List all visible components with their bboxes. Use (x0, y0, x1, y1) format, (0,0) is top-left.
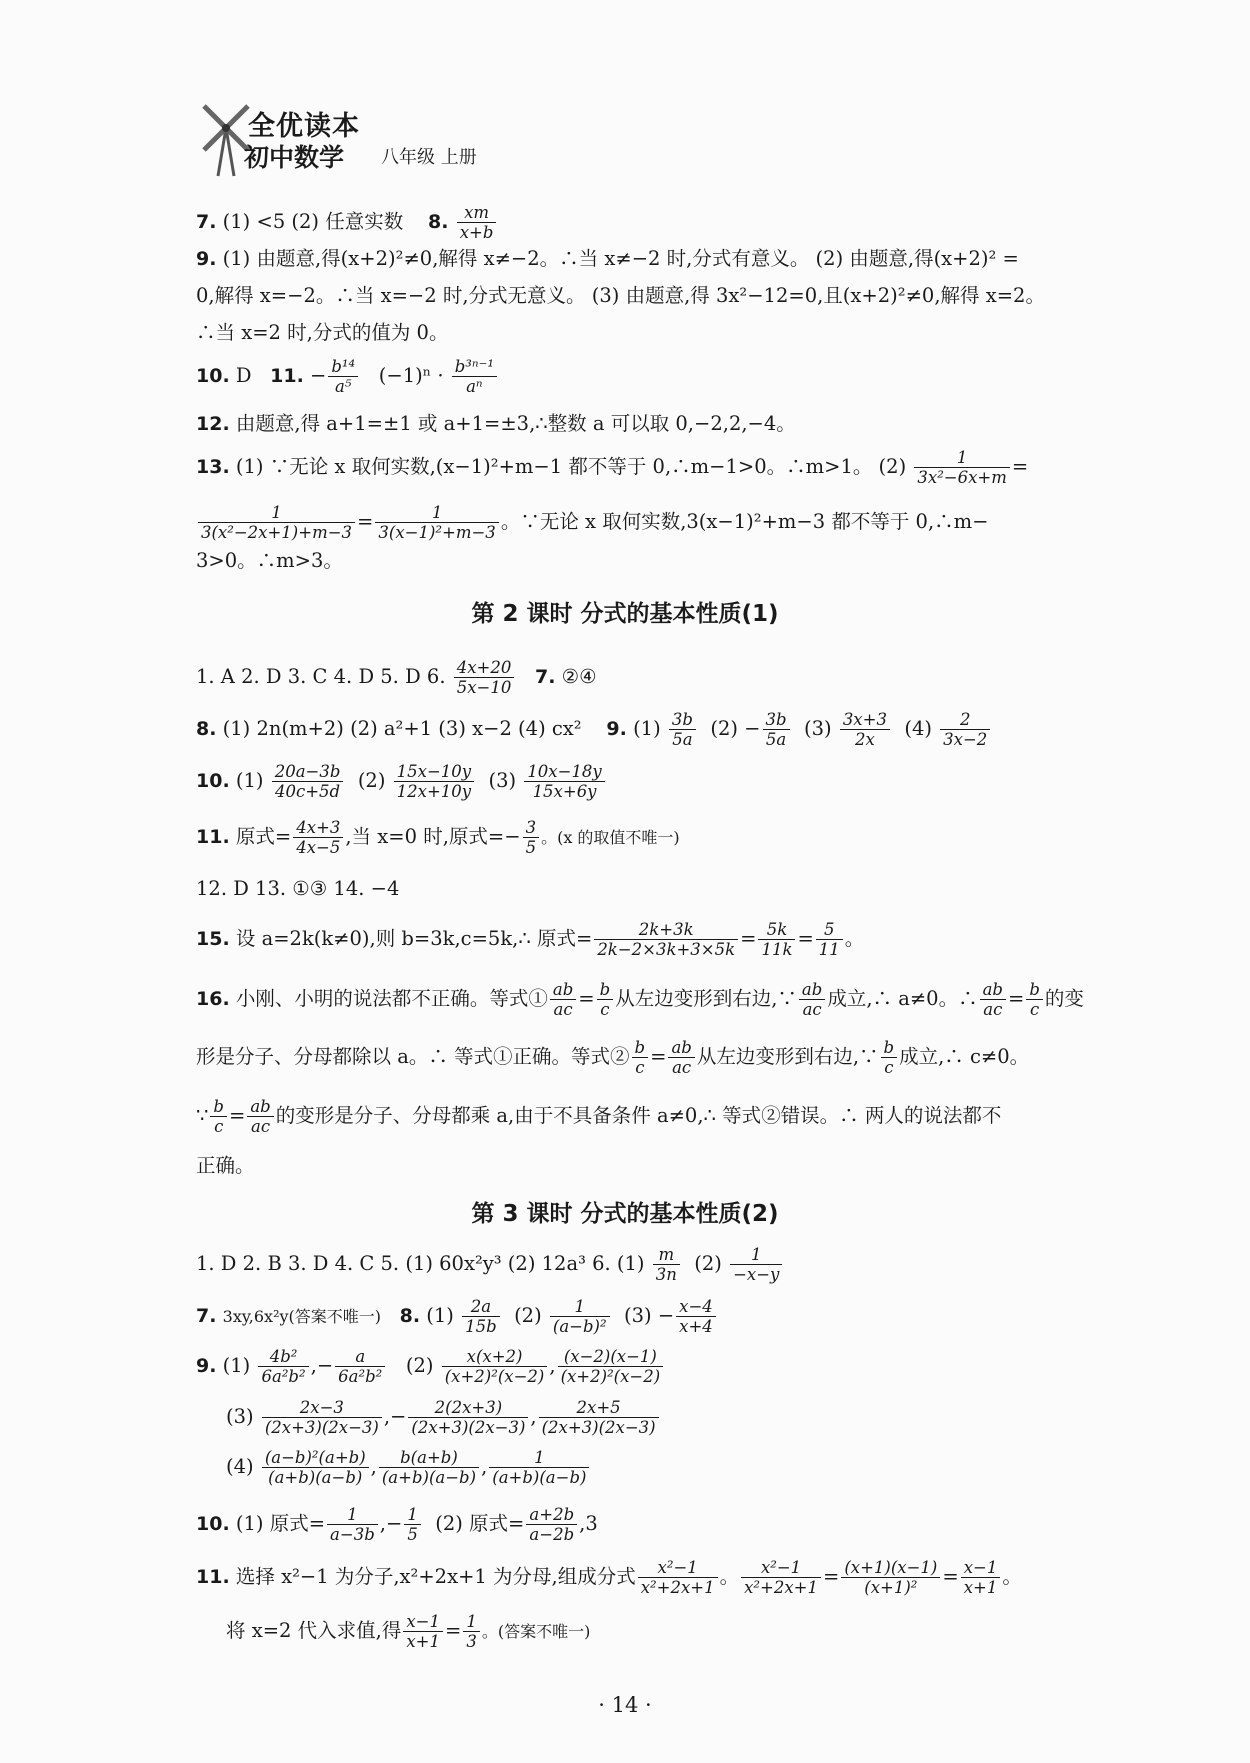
answer-line-l3-9-4: (4) $\frac{\text{(a−b)²(a+b)}}{(a+b)(a-b)}$ , $\frac{b(a+b)}{(a+b)(a-b)}$ , $\frac{1}{(a+b)(a-b)}$ (226, 1448, 1130, 1487)
fraction: $\frac{xm}{x+b}$ (457, 203, 497, 242)
answer-line-10-11: 10. D 11. − $\frac{\text{b¹⁴}}{\text{a⁵}}$ (−1)ⁿ · $\frac{\text{b³ⁿ⁻¹}}{\text{aⁿ}}$ (196, 357, 1130, 396)
answer-line-l2-12-14: 12. D 13. ①③ 14. −4 (196, 877, 400, 900)
answer-line-l3-11a: 11. 选择 x²−1 为分子,x²+2x+1 为分母,组成分式 $\frac{\text{x²−1}}{\text{x²+2x+1}}$ 。 $\frac{\text{x²−1}}{\text{x²+2x+1}}$ = $\frac{(x+1)(x-1)}{\text{(x+1)²}}$ = $\frac{x-1}{x+1}$ 。 (196, 1558, 1022, 1597)
grade-label: 八年级 上册 (381, 147, 477, 168)
answer-line-l2-11: 11. 原式= $\frac{4x+3}{4x-5}$ ,当 x=0 时,原式=− $\frac{3}{5}$ 。(x 的取值不唯一) (196, 818, 680, 857)
answer-line-9c: ∴当 x=2 时,分式的值为 0。 (196, 321, 449, 344)
answer-line-13a: 13. (1) ∵无论 x 取何实数,(x−1)²+m−1 都不等于 0,∴m−1>0。∴m>1。 (2) $\frac{1}{\text{3x²−6x+m}}$ = (196, 448, 1029, 487)
answer-line-l2-1-7: 1. A 2. D 3. C 4. D 5. D 6. $\frac{4x+20}{5x-10}$ 7. ②④ (196, 658, 597, 697)
section-title-lesson-3: 第 3 课时 分式的基本性质(2) (471, 1201, 779, 1227)
answer-line-9b: 0,解得 x=−2。∴当 x=−2 时,分式无意义。 (3) 由题意,得 3x²−12=0,且(x+2)²≠0,解得 x=2。 (196, 284, 1045, 307)
answer-line-9a: 9. (1) 由题意,得(x+2)²≠0,解得 x≠−2。∴当 x≠−2 时,分式有意义。 (2) 由题意,得(x+2)² = (196, 247, 1019, 270)
answer-line-l2-16a: 16. 小刚、小明的说法都不正确。等式① $\frac{ab}{ac}$ = $\frac{b}{c}$ 从左边变形到右边,∵ $\frac{ab}{ac}$ 成立,∴ a≠0。∴ $\frac{ab}{ac}$ = $\frac{b}{c}$ 的变 (196, 980, 1084, 1019)
answer-line-l3-9-1: 9. (1) $\frac{\text{4b²}}{\text{6a²b²}}$ ,− $\frac{a}{\text{6a²b²}}$ (2) $\frac{x(x+2)}{\text{(x+2)²(x−2)}}$ , $\frac{(x-2)(x-1)}{\text{(x+2)²(x−2)}}$ (196, 1347, 1130, 1386)
answer-line-l3-9-3: (3) $\frac{2x-3}{(2x+3)(2x-3)}$ ,− $\frac{2(2x+3)}{(2x+3)(2x-3)}$ , $\frac{2x+5}{(2x+3)(2x-3)}$ (226, 1398, 1130, 1437)
answer-line-l3-7-8: 7. 3xy,6x²y(答案不唯一) 8. (1) $\frac{2a}{15b}$ (2) $\frac{1}{\text{(a−b)²}}$ (3) − $\frac{x-4}{x+4}$ (196, 1297, 1130, 1336)
answer-line-13b: $\frac{1}{\text{3(x²−2x+1)+m−3}}$ = $\frac{1}{\text{3(x−1)²+m−3}}$ 。∵无论 x 取何实数,3(x−1)²+m−3 都不等于 0,∴m− (196, 503, 1130, 542)
answer-line-l2-8-9: 8. (1) 2n(m+2) (2) a²+1 (3) x−2 (4) cx² 9. (1) $\frac{3b}{5a}$ (2) − $\frac{3b}{5a}$ (3) $\frac{3x+3}{2x}$ (4) $\frac{2}{3x-2}$ (196, 710, 1130, 749)
section-title-lesson-2: 第 2 课时 分式的基本性质(1) (471, 601, 779, 627)
answer-line-l3-1-6: 1. D 2. B 3. D 4. C 5. (1) 60x²y³ (2) 12a³ 6. (1) $\frac{m}{3n}$ (2) $\frac{1}{-x-y}$ (196, 1245, 1130, 1284)
answer-line-13c: 3>0。∴m>3。 (196, 549, 343, 572)
answer-line-l3-11b: 将 x=2 代入求值,得 $\frac{x-1}{x+1}$ = $\frac{1}{3}$ 。(答案不唯一) (226, 1612, 591, 1651)
brand-logo (196, 98, 366, 178)
answer-line-l2-16b: 形是分子、分母都除以 a。∴ 等式①正确。等式② $\frac{b}{c}$ = $\frac{ab}{ac}$ 从左边变形到右边,∵ $\frac{b}{c}$ 成立,∴ c≠0。 (196, 1038, 1030, 1077)
answer-line-l2-16c: ∵ $\frac{b}{c}$ = $\frac{ab}{ac}$ 的变形是分子、分母都乘 a,由于不具备条件 a≠0,∴ 等式②错误。∴ 两人的说法都不 (196, 1097, 1002, 1136)
brand-subject: 初中数学 (244, 143, 345, 172)
answer-line-7-8: 7. (1) <5 (2) 任意实数 8. $\frac{xm}{x+b}$ (196, 203, 1130, 242)
page-number: · 14 · (598, 1693, 652, 1717)
answer-line-l2-16d: 正确。 (196, 1154, 255, 1177)
answer-line-l2-15: 15. 设 a=2k(k≠0),则 b=3k,c=5k,∴ 原式= $\frac{2k+3k}{2k-2\times 3k+3\times 5k}$ = $\frac{5k}{11k}$ = $\frac{5}{11}$ 。 (196, 920, 865, 959)
answer-line-l3-10: 10. (1) 原式= $\frac{1}{a-3b}$ ,− $\frac{1}{5}$ (2) 原式= $\frac{a+2b}{a-2b}$ ,3 (196, 1505, 598, 1544)
answer-line-12: 12. 由题意,得 a+1=±1 或 a+1=±3,∴整数 a 可以取 0,−2,2,−4。 (196, 412, 796, 435)
brand-title: 全优读本 (248, 111, 360, 142)
answer-line-l2-10: 10. (1) $\frac{20a-3b}{40c+5d}$ (2) $\frac{15x-10y}{12x+10y}$ (3) $\frac{10x-18y}{15x+6y}$ (196, 762, 1130, 801)
page-header (196, 98, 796, 188)
